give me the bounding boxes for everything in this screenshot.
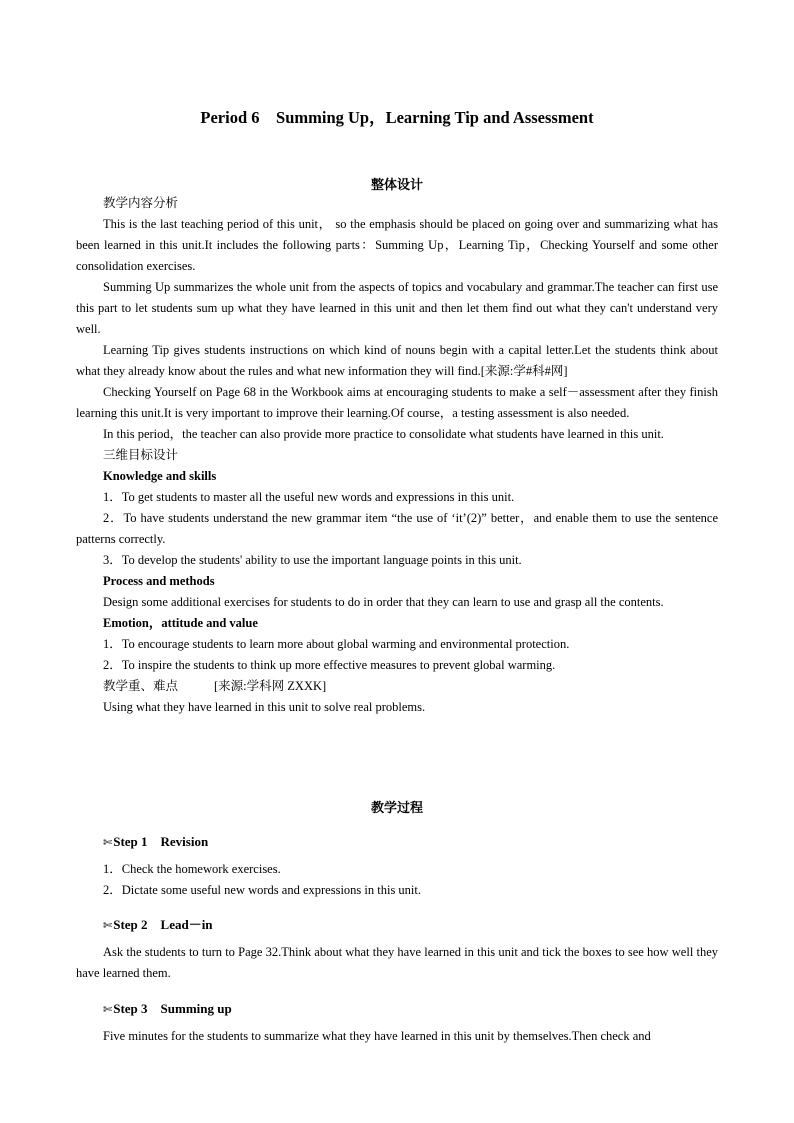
page-title: Period 6 Summing Up，Learning Tip and Assessment — [200, 108, 594, 127]
step-3-heading — [103, 998, 232, 1017]
emotion-item: 1．To encourage students to learn more about global warming and environmental protection. — [103, 637, 570, 651]
content-analysis-section — [76, 193, 718, 718]
step-line: Five minutes for the students to summarize what they have learned in this unit by themselves.Then check and — [103, 1029, 651, 1043]
content-paragraph: Learning Tip gives students instructions on which kind of nouns begin with a capital letter.Let the students think about what they already know about the rules and what new information they will find.[来源:学#科#网] — [76, 343, 718, 378]
step-3-body — [76, 1026, 718, 1047]
content-paragraph: This is the last teaching period of this unit， so the emphasis should be placed on going over and summarizing what has been learned in this unit.It includes the following parts：Summing Up，Learning Tip，Checking Yourself and some other consolidation exercises. — [76, 217, 718, 273]
key-points-line — [76, 676, 718, 697]
scissors-icon: ✄ — [103, 1004, 113, 1016]
step-1-heading — [103, 831, 208, 850]
key-points-text: Using what they have learned in this unit to solve real problems. — [103, 700, 426, 714]
knowledge-item: 1．To get students to master all the useful new words and expressions in this unit. — [103, 490, 515, 504]
content-paragraph: Summing Up summarizes the whole unit from the aspects of topics and vocabulary and grammar.The teacher can first use this part to let students sum up what they have learned in this unit and then let them find out what they can't understand very well. — [76, 280, 718, 336]
step-2-body — [76, 942, 718, 984]
knowledge-item: 2．To have students understand the new grammar item “the use of ‘it’(2)” better，and enable them to use the sentence patterns correctly. — [76, 511, 718, 546]
emotion-item: 2．To inspire the students to think up more effective measures to prevent global warming. — [103, 658, 556, 672]
content-paragraph: In this period，the teacher can also provide more practice to consolidate what students have learned in this unit. — [103, 427, 664, 441]
knowledge-item: 3．To develop the students' ability to use the important language points in this unit. — [103, 553, 522, 567]
process-text: Design some additional exercises for students to do in order that they can learn to use and grasp all the contents. — [103, 595, 664, 609]
step-label: Step 1 Revision — [113, 834, 209, 849]
content-paragraph: Checking Yourself on Page 68 in the Workbook aims at encouraging students to make a self－assessment after they finish learning this unit.It is very important to improve their learning.Of course，a testing assessment is also needed. — [76, 385, 718, 420]
scissors-icon: ✄ — [103, 920, 113, 932]
step-label: Step 2 Lead－in — [113, 917, 213, 932]
knowledge-heading: Knowledge and skills — [103, 469, 217, 483]
step-label: Step 3 Summing up — [113, 1001, 232, 1016]
content-analysis-heading: 教学内容分析 — [103, 196, 179, 210]
step-line: 2．Dictate some useful new words and expressions in this unit. — [103, 883, 422, 897]
key-points-heading: 教学重、难点 — [103, 679, 179, 693]
process-section-heading: 教学过程 — [370, 800, 423, 815]
emotion-heading: Emotion，attitude and value — [103, 616, 258, 630]
key-points-source: [来源:学科网 ZXXK] — [214, 679, 327, 693]
step-2-heading — [103, 914, 213, 933]
process-heading: Process and methods — [103, 574, 215, 588]
scissors-icon: ✄ — [103, 837, 113, 849]
step-line: 1．Check the homework exercises. — [103, 862, 281, 876]
step-1-body — [76, 859, 718, 901]
overall-design-heading: 整体设计 — [370, 177, 423, 192]
goals-heading: 三维目标设计 — [103, 448, 179, 462]
step-line: Ask the students to turn to Page 32.Think about what they have learned in this unit and tick the boxes to see how well they have learned them. — [76, 945, 718, 980]
